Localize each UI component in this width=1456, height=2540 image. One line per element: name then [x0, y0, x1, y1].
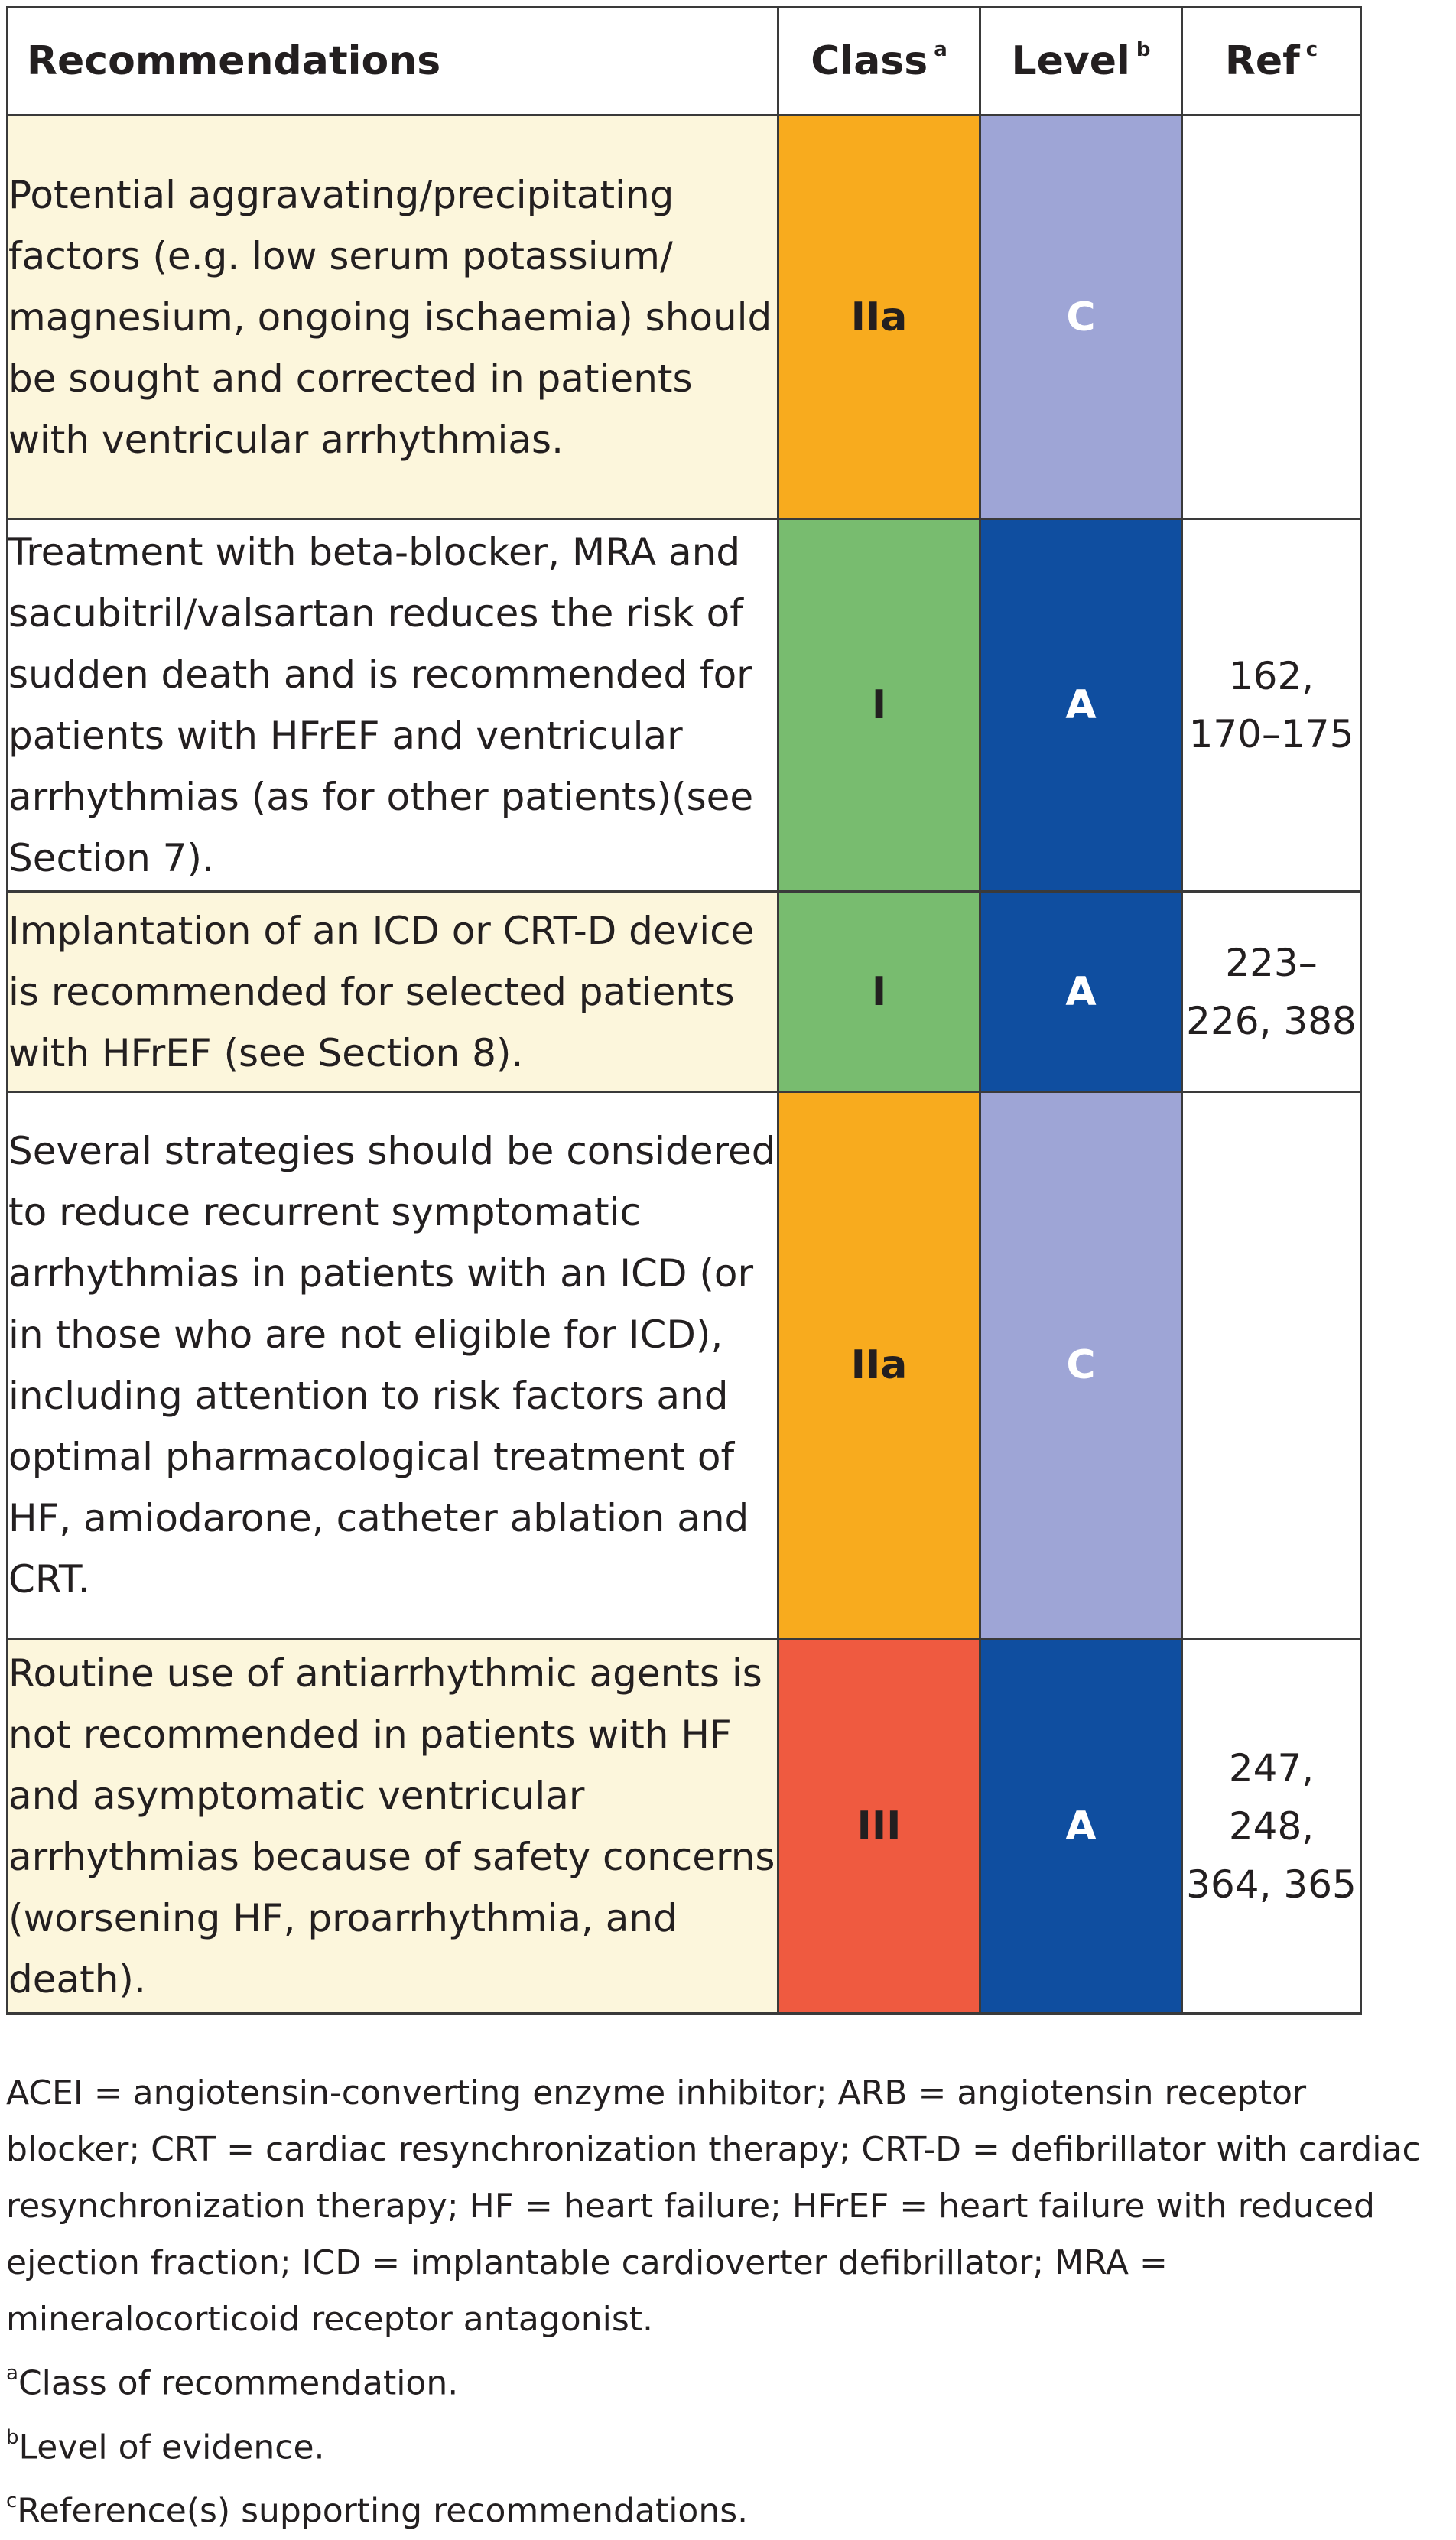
footnote-c-text: Reference(s) supporting recommendations.: [17, 2491, 749, 2531]
header-level: Level $^b$: [980, 8, 1182, 115]
footnote-b-mark: b: [6, 2425, 19, 2449]
level-cell: A: [980, 1639, 1182, 2014]
header-ref: Ref $^c$: [1182, 8, 1361, 115]
header-class: Class $^a$: [778, 8, 980, 115]
class-cell: I: [778, 519, 980, 892]
footnote-b-text: Level of evidence.: [18, 2428, 325, 2467]
footnote-b: [6, 2412, 1444, 2477]
level-cell: A: [980, 519, 1182, 892]
recommendations-table: [6, 6, 1362, 2015]
table-row: [8, 519, 1361, 892]
recommendation-text: Potential aggravating/precipitating factors (e.g. low serum potassium/ magnesium, ongoing ischaemia) should be sought and corrected in patients with ventricular arrhythmias.: [8, 115, 778, 519]
recommendation-text: Several strategies should be considered to reduce recurrent symptomatic arrhythmias in patients with an ICD (or in those who are not eligible for ICD), including attention to risk factors and optimal pharmacological treatment of HF, amiodarone, catheter ablation and CRT.: [8, 1092, 778, 1639]
header-class-footnote-mark: a: [934, 37, 947, 61]
table-header-row: [8, 8, 1361, 115]
header-ref-footnote-mark: c: [1305, 37, 1318, 61]
ref-cell: [1182, 1092, 1361, 1639]
header-level-footnote-mark: b: [1136, 37, 1151, 61]
ref-cell: 247, 248, 364, 365: [1182, 1639, 1361, 2014]
table-row: [8, 1092, 1361, 1639]
ref-cell: 223–226, 388: [1182, 892, 1361, 1092]
table-row: [8, 892, 1361, 1092]
ref-cell: 162, 170–175: [1182, 519, 1361, 892]
class-cell: IIa: [778, 1092, 980, 1639]
footnote-a-text: Class of recommendation.: [18, 2363, 459, 2403]
recommendation-text: Routine use of antiarrhythmic agents is not recommended in patients with HF and asymptomatic ventricular arrhythmias because of safety concerns (worsening HF, proarrhythmia, and death).: [8, 1639, 778, 2014]
footnote-c: [6, 2476, 1444, 2540]
abbreviations-note: ACEI = angiotensin-converting enzyme inhibitor; ARB = angiotensin receptor blocker; CRT = cardiac resynchronization therapy; CRT-D = defibrillator with cardiac resynchronization therapy; HF = heart failure; HFrEF = heart failure with reduced ejection fraction; ICD = implantable cardioverter defibrillator; MRA = mineralocorticoid receptor antagonist.: [6, 2073, 1421, 2339]
level-cell: A: [980, 892, 1182, 1092]
footnote-a: [6, 2348, 1444, 2412]
header-recommendations: Recommendations: [8, 8, 778, 115]
recommendation-text: Treatment with beta-blocker, MRA and sacubitril/valsartan reduces the risk of sudden death and is recommended for patients with HFrEF and ventricular arrhythmias (as for other patients)(see Section 7).: [8, 519, 778, 892]
level-cell: C: [980, 115, 1182, 519]
recommendation-text: Implantation of an ICD or CRT-D device is recommended for selected patients with HFrEF (see Section 8).: [8, 892, 778, 1092]
ref-cell: [1182, 115, 1361, 519]
class-cell: IIa: [778, 115, 980, 519]
footnote-a-mark: a: [6, 2362, 18, 2385]
level-cell: C: [980, 1092, 1182, 1639]
table-row: [8, 115, 1361, 519]
footnote-c-mark: c: [6, 2490, 18, 2513]
table-row: [8, 1639, 1361, 2014]
class-cell: III: [778, 1639, 980, 2014]
table-footnotes: [6, 2065, 1444, 2540]
class-cell: I: [778, 892, 980, 1092]
